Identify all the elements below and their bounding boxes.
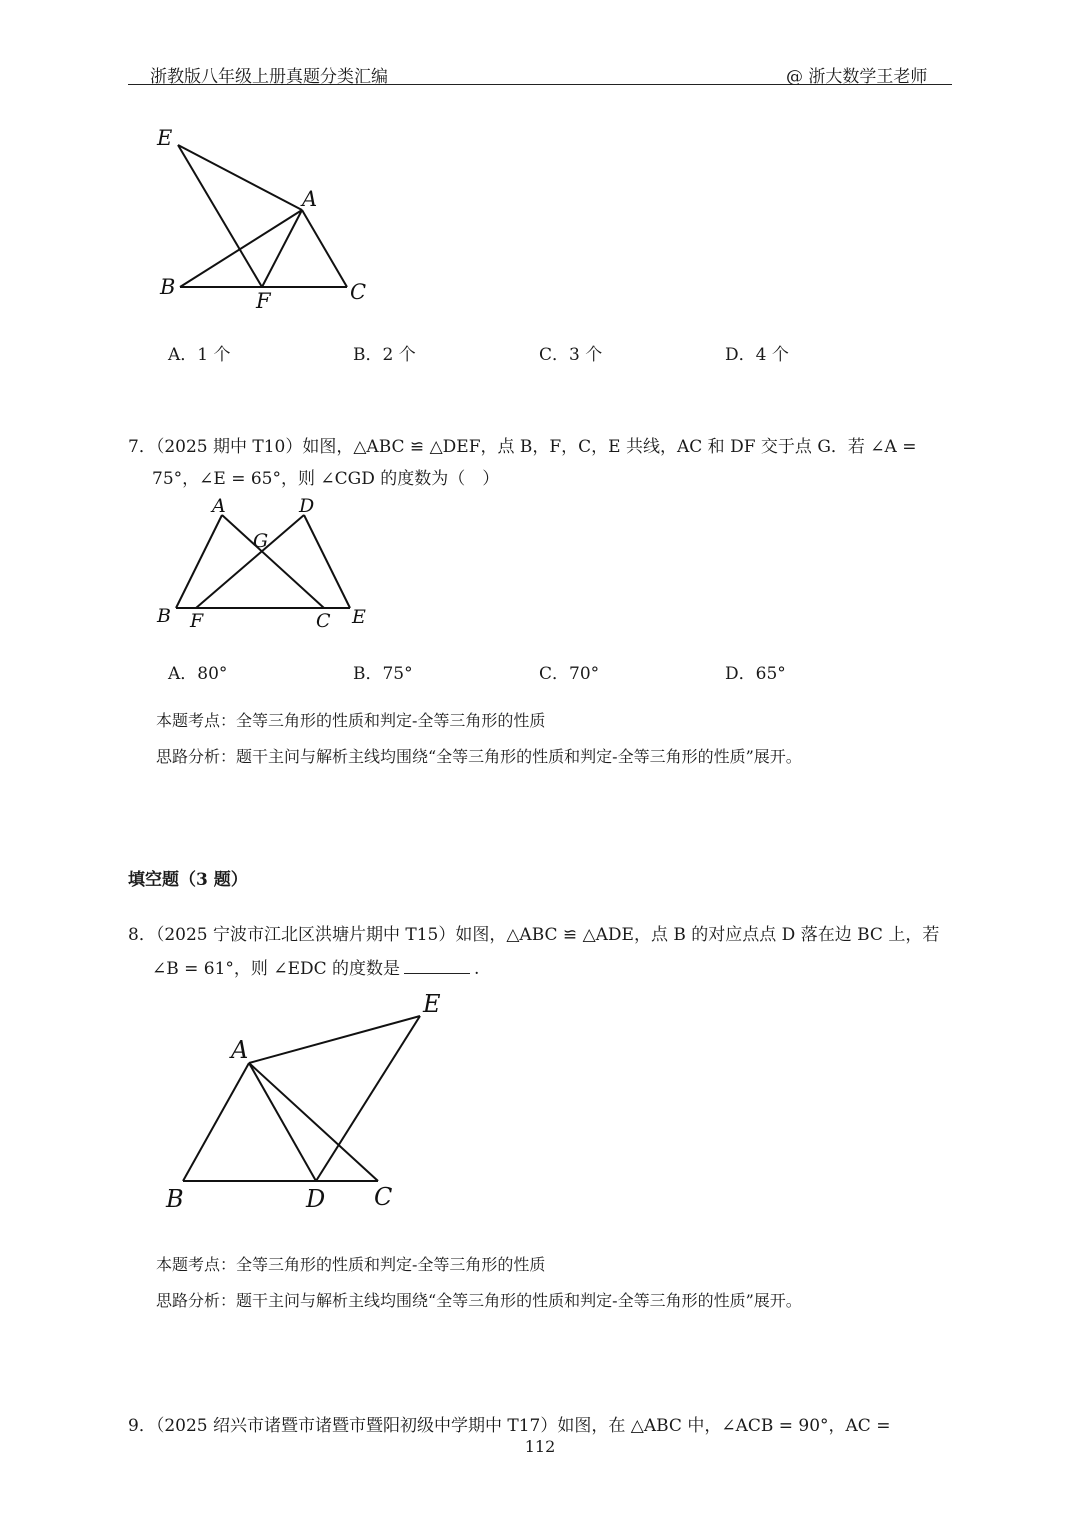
label-C-q8: C	[374, 1183, 393, 1211]
label-F-q7: F	[190, 610, 204, 632]
segment-AC	[249, 1063, 378, 1181]
label-B-q8: B	[166, 1185, 184, 1213]
q6-option-d: D．4 个	[725, 345, 789, 365]
section-title: 填空题（3 题）	[128, 870, 248, 890]
q8-kaodian: 本题考点：全等三角形的性质和判定-全等三角形的性质	[156, 1255, 546, 1274]
label-D-q7: D	[299, 495, 315, 517]
label-G-q7: G	[253, 530, 269, 552]
q7-stem-line2: 75°，∠E = 65°，则 ∠CGD 的度数为（ ）	[152, 469, 500, 489]
header-author: @ 浙大数学王老师	[786, 67, 928, 87]
segment-AB	[183, 1063, 249, 1181]
q6-option-a: A．1 个	[168, 345, 231, 365]
label-B-q7: B	[157, 605, 171, 627]
header-title: 浙教版八年级上册真题分类汇编	[150, 67, 388, 87]
q8-silu: 思路分析：题干主问与解析主线均围绕“全等三角形的性质和判定-全等三角形的性质”展开。	[156, 1291, 802, 1310]
label-D-q8: D	[306, 1185, 326, 1213]
label-F-prev: F	[256, 289, 271, 313]
label-E-q7: E	[352, 606, 366, 628]
q8-stem-line2-text: ∠B = 61°，则 ∠EDC 的度数是	[152, 959, 401, 979]
q7-stem-line1: 7．（2025 期中 T10）如图，△ABC ≌ △DEF，点 B，F，C，E 共线，AC 和 DF 交于点 G．若 ∠A =	[128, 437, 917, 457]
q7-kaodian: 本题考点：全等三角形的性质和判定-全等三角形的性质	[156, 711, 546, 730]
label-C-prev: C	[350, 280, 367, 304]
page-number: 112	[524, 1437, 556, 1456]
q8-stem-line1: 8．（2025 宁波市江北区洪塘片期中 T15）如图，△ABC ≌ △ADE，点 B 的对应点点 D 落在边 BC 上，若	[128, 925, 940, 945]
q7-silu: 思路分析：题干主问与解析主线均围绕“全等三角形的性质和判定-全等三角形的性质”展开。	[156, 747, 802, 766]
q7-option-a: A．80°	[168, 664, 228, 684]
segment-AD	[249, 1063, 316, 1181]
label-A-q8: A	[231, 1036, 249, 1064]
label-B-prev: B	[160, 275, 176, 299]
q6-option-b: B．2 个	[353, 345, 416, 365]
label-A-q7: A	[212, 495, 226, 517]
q7-option-b: B．75°	[353, 664, 413, 684]
q7-option-d: D．65°	[725, 664, 786, 684]
q7-option-c: C．70°	[539, 664, 600, 684]
q8-stem-line2-end: .	[474, 959, 480, 979]
q6-option-c: C．3 个	[539, 345, 603, 365]
label-C-q7: C	[316, 610, 331, 632]
q9-stem-line1: 9．（2025 绍兴市诸暨市诸暨市暨阳初级中学期中 T17）如图，在 △ABC 中，∠ACB = 90°，AC =	[128, 1416, 891, 1436]
label-E-prev: E	[157, 126, 173, 150]
label-A-prev: A	[302, 187, 318, 211]
label-E-q8: E	[423, 990, 441, 1018]
